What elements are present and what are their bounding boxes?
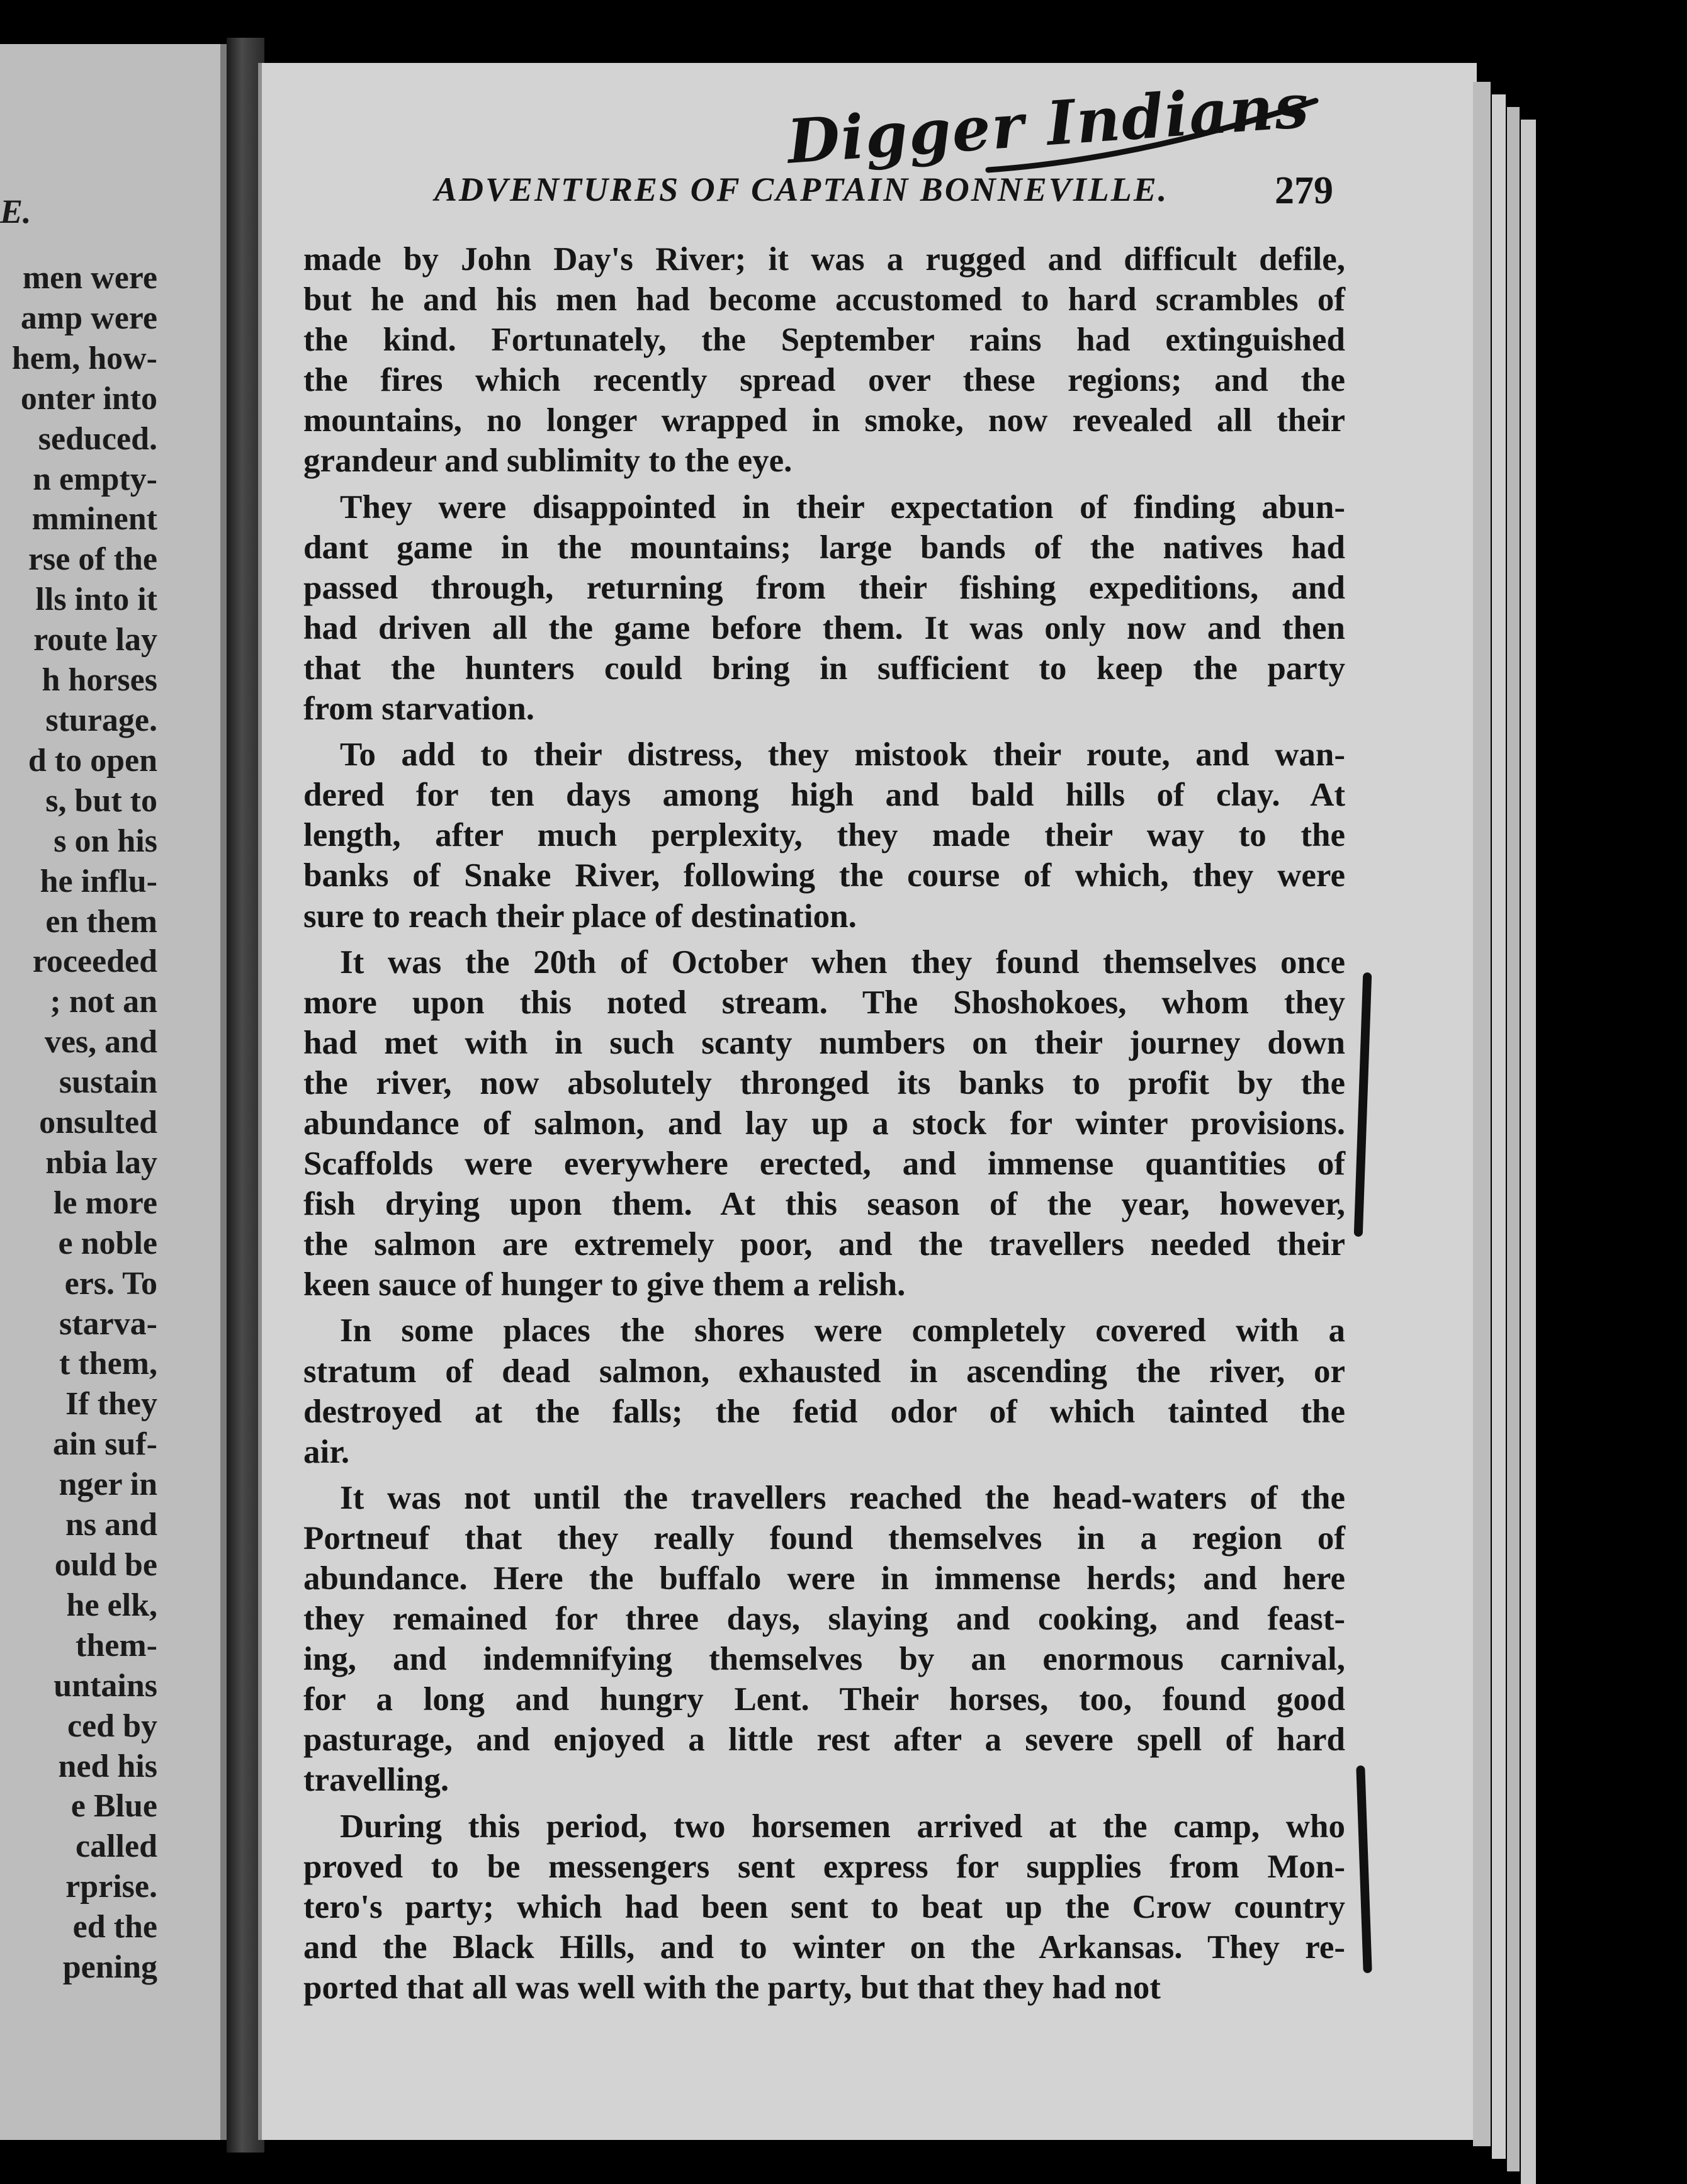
left-page-line: he influ- <box>40 863 157 899</box>
text-line: ing, and indemnifying themselves by an enormous carnival, <box>303 1641 1345 1678</box>
left-page-line: h horses <box>42 662 157 699</box>
text-line: the fires which recently spread over these regions; and the <box>303 362 1345 399</box>
text-line: the river, now absolutely thronged its banks to profit by the <box>303 1064 1345 1101</box>
text-line: ported that all was well with the party, but that they had not <box>303 1969 1161 2006</box>
text-line: they remained for three days, slaying and cooking, and feast- <box>303 1601 1345 1638</box>
text-line: Portneuf that they really found themselves in a region of <box>303 1519 1345 1556</box>
left-page-line: ed the <box>72 1909 157 1945</box>
left-page-line: he elk, <box>66 1587 157 1623</box>
page-number: 279 <box>1275 169 1333 212</box>
left-page-line: ; not an <box>50 984 157 1020</box>
text-line: had met with in such scanty numbers on their journey down <box>303 1024 1345 1061</box>
left-page-line: them- <box>76 1627 157 1663</box>
left-page-line: s on his <box>54 823 157 859</box>
text-line: and the Black Hills, and to winter on the Arkansas. They re- <box>303 1928 1345 1966</box>
left-page-line: en them <box>45 903 157 940</box>
left-page-line: n empty- <box>33 461 157 497</box>
text-line: banks of Snake River, following the course of which, they were <box>303 857 1345 894</box>
left-page-line: s, but to <box>45 782 157 819</box>
left-page-line: sustain <box>59 1064 157 1101</box>
text-line: To add to their distress, they mistook their route, and wan- <box>340 736 1345 774</box>
left-page-line: ns and <box>65 1507 157 1543</box>
paragraph <box>303 239 1345 481</box>
paragraph <box>303 942 1345 1305</box>
left-page-line: rprise. <box>65 1869 157 1905</box>
left-page-line: rse of the <box>28 541 157 578</box>
paragraph <box>303 1478 1345 1801</box>
left-facing-page <box>0 44 227 2140</box>
text-line: stratum of dead salmon, exhausted in ascending the river, or <box>303 1353 1345 1390</box>
left-page-line: e Blue <box>71 1788 157 1825</box>
text-line: fish drying upon them. At this season of the year, however, <box>303 1186 1345 1223</box>
left-page-line: men were <box>22 260 157 296</box>
text-line: grandeur and sublimity to the eye. <box>303 442 793 480</box>
text-line: abundance of salmon, and lay up a stock for winter provisions. <box>303 1105 1345 1142</box>
left-page-line: ould be <box>54 1547 157 1583</box>
paragraph <box>303 1806 1345 2008</box>
left-page-line: route lay <box>33 622 157 658</box>
text-line: made by John Day's River; it was a rugged and difficult defile, <box>303 241 1345 278</box>
left-page-line: If they <box>65 1386 157 1422</box>
left-page-line: t them, <box>59 1346 157 1382</box>
text-line: keen sauce of hunger to give them a relish. <box>303 1266 906 1303</box>
left-page-header-fragment: E. <box>0 193 31 230</box>
left-page-line: lls into it <box>35 582 157 618</box>
text-line: pasturage, and enjoyed a little rest after a severe spell of hard <box>303 1721 1345 1759</box>
text-line: dered for ten days among high and bald hills of clay. At <box>303 777 1345 814</box>
page-edge <box>1492 94 1506 2159</box>
text-line: abundance. Here the buffalo were in immense herds; and here <box>303 1560 1345 1597</box>
text-line: passed through, returning from their fishing expeditions, and <box>303 569 1345 606</box>
text-line: air. <box>303 1433 350 1470</box>
left-page-line: seduced. <box>38 420 157 457</box>
text-line: In some places the shores were completely covered with a <box>340 1312 1345 1349</box>
text-line: They were disappointed in their expectation of finding abun- <box>340 488 1345 526</box>
text-line: more upon this noted stream. The Shoshokoes, whom they <box>303 984 1345 1021</box>
left-page-line: le more <box>53 1185 157 1221</box>
text-line: for a long and hungry Lent. Their horses, too, found good <box>303 1681 1345 1718</box>
text-line: tero's party; which had been sent to beat up the Crow country <box>303 1888 1345 1925</box>
text-line: It was the 20th of October when they found themselves once <box>340 943 1345 981</box>
text-line: mountains, no longer wrapped in smoke, now revealed all their <box>303 402 1345 439</box>
left-page-line: ain suf- <box>52 1426 157 1463</box>
page-edge <box>1473 82 1491 2146</box>
text-line: had driven all the game before them. It was only now and then <box>303 609 1345 646</box>
text-line: It was not until the travellers reached the head-waters of the <box>340 1479 1345 1516</box>
text-line: from starvation. <box>303 690 535 728</box>
text-line: but he and his men had become accustomed to hard scrambles of <box>303 281 1345 318</box>
left-page-line: onter into <box>20 380 157 417</box>
left-page-line: amp were <box>20 300 157 336</box>
text-line: proved to be messengers sent express for supplies from Mon- <box>303 1848 1345 1885</box>
left-page-line: nger in <box>59 1466 157 1503</box>
left-page-line: ced by <box>67 1708 157 1744</box>
paragraph <box>303 735 1345 936</box>
text-line: dant game in the mountains; large bands of the natives had <box>303 529 1345 566</box>
text-line: destroyed at the falls; the fetid odor of which tainted the <box>303 1393 1345 1430</box>
text-line: that the hunters could bring in sufficient to keep the party <box>303 650 1345 687</box>
text-line: sure to reach their place of destination. <box>303 898 857 935</box>
left-page-line: called <box>76 1828 157 1865</box>
left-page-line: hem, how- <box>11 340 157 376</box>
paragraph <box>303 1310 1345 1472</box>
left-page-line: pening <box>62 1949 157 1986</box>
text-line: the kind. Fortunately, the September rains had extinguished <box>303 322 1345 359</box>
running-head: ADVENTURES OF CAPTAIN BONNEVILLE. <box>434 171 1169 208</box>
left-page-line: starva- <box>59 1305 157 1342</box>
left-page-line: ves, and <box>44 1024 157 1061</box>
left-page-line: untains <box>54 1667 157 1704</box>
handwritten-note: Digger Indians <box>785 70 1312 177</box>
text-line: travelling. <box>303 1762 449 1799</box>
left-page-line: mminent <box>31 501 157 538</box>
left-page-line: ned his <box>58 1748 157 1784</box>
text-line: During this period, two horsemen arrived at the camp, who <box>340 1808 1345 1845</box>
left-page-text <box>12 258 157 1988</box>
paragraph <box>303 487 1345 729</box>
body-text <box>303 239 1345 2013</box>
left-page-line: d to open <box>28 742 157 779</box>
text-line: the salmon are extremely poor, and the travellers needed their <box>303 1226 1345 1263</box>
left-page-line: ers. To <box>64 1265 157 1302</box>
page-edge <box>1521 120 1536 2184</box>
text-line: Scaffolds were everywhere erected, and immense quantities of <box>303 1145 1345 1183</box>
left-page-line: roceeded <box>32 943 157 980</box>
text-line: length, after much perplexity, they made their way to the <box>303 817 1345 854</box>
left-page-line: sturage. <box>45 702 157 738</box>
left-page-line: e noble <box>58 1225 157 1261</box>
left-page-line: nbia lay <box>45 1144 157 1181</box>
left-page-line: onsulted <box>39 1105 157 1141</box>
page-edge <box>1507 107 1520 2171</box>
